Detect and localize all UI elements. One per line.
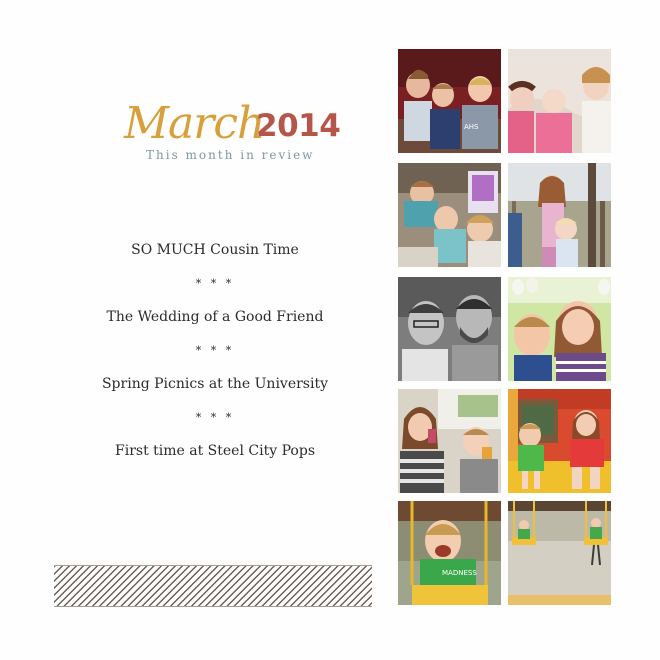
photo-three-kids-couch: [398, 49, 501, 153]
svg-text:AHS: AHS: [464, 123, 479, 131]
highlights-list: [60, 240, 370, 475]
highlight-item: The Wedding of a Good Friend: [106, 309, 324, 325]
photo-two-men-bw: [398, 277, 501, 381]
photo-grid: [398, 49, 612, 607]
photo-boy-swing-closeup: [398, 501, 501, 605]
title-subtitle: This month in review: [146, 148, 315, 162]
photo-girl-boy-forest: [508, 163, 611, 267]
title-month: March: [124, 98, 265, 149]
title-block: [120, 98, 340, 168]
highlight-item: First time at Steel City Pops: [115, 443, 315, 459]
highlight-separator: * * *: [195, 410, 235, 424]
highlight-separator: * * *: [195, 276, 235, 290]
photo-baby-blanket: [508, 49, 611, 153]
svg-text:MADNESS: MADNESS: [442, 569, 477, 577]
photo-two-kids-tulips: [508, 277, 611, 381]
title-year: 2014: [256, 108, 341, 144]
photo-kids-playhouse: [508, 389, 611, 493]
photo-kids-swings-far: [508, 501, 611, 605]
highlight-item: Spring Picnics at the University: [101, 376, 329, 392]
photo-kids-sofa-pile: [398, 163, 501, 267]
highlight-separator: * * *: [195, 343, 235, 357]
highlight-item: SO MUCH Cousin Time: [131, 242, 299, 258]
striped-decoration: [54, 565, 372, 607]
photo-popsicle-kids: [398, 389, 501, 493]
